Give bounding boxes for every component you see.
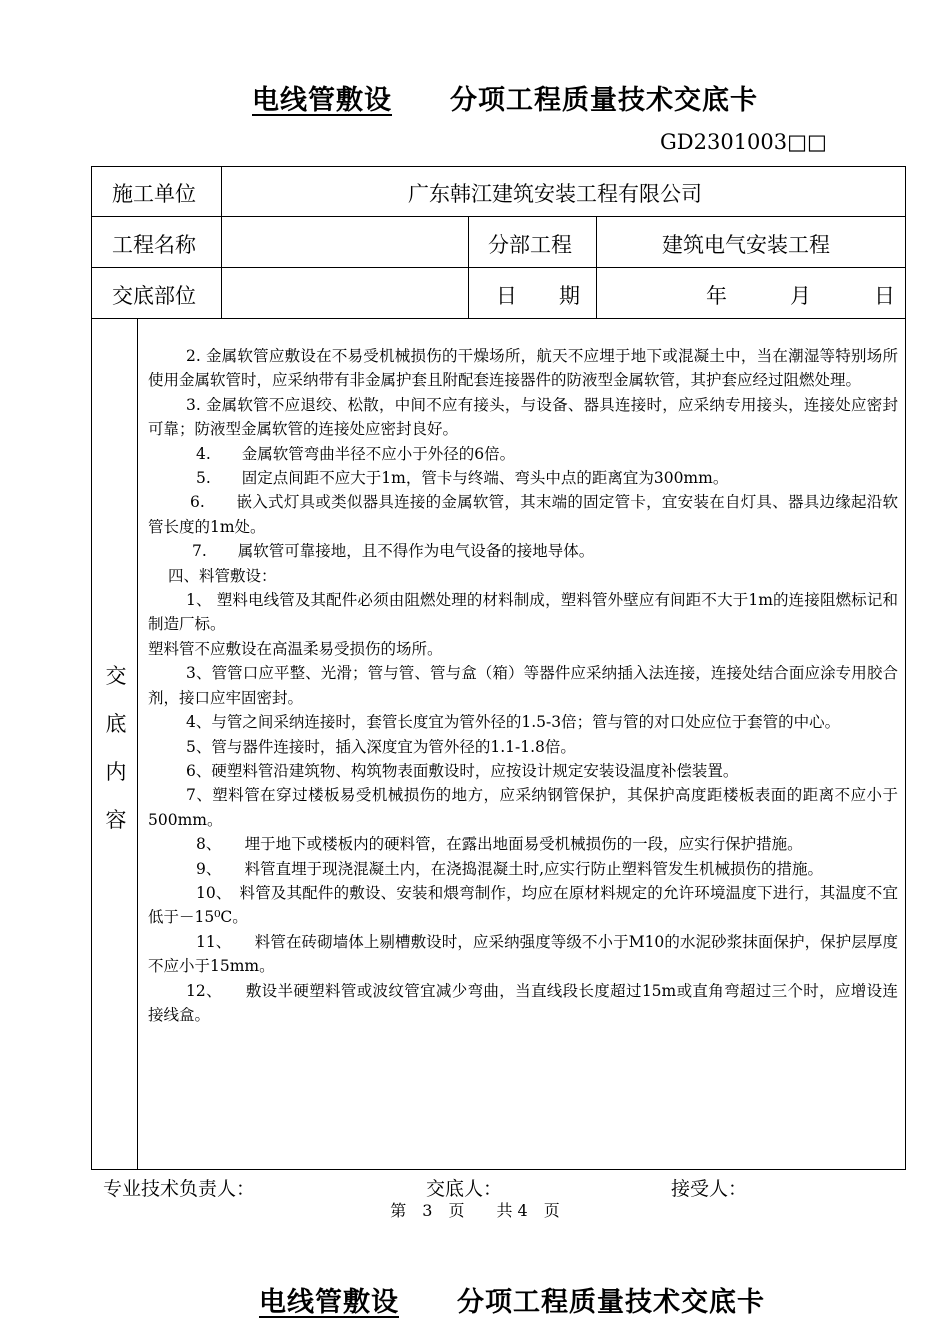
part-label: 交底部位 [112,284,196,308]
col-divider [596,216,597,318]
date-value: 年 月 日 [706,284,895,308]
unit-value: 广东韩江建筑安装工程有限公司 [408,182,702,206]
col-divider [468,216,469,318]
unit-label: 施工单位 [112,182,196,206]
content-paragraph: 3、管管口应平整、光滑；管与管、管与盒（箱）等器件应采纳插入法连接，连接处结合面应涂专用胶合剂，接口应牢固密封。 [148,664,898,707]
content-paragraph: 11、 料管在砖砌墙体上剔槽敷设时，应采纳强度等级不小于M10的水泥砂浆抹面保护，保护层厚度不应小于15mm。 [148,932,898,976]
content-paragraph: 5. 固定点间距不应大于1m，管卡与终端、弯头中点的距离宜为300mm。 [196,469,729,488]
row-divider [91,267,906,268]
date-label: 日 期 [496,284,580,308]
row-divider [91,216,906,217]
content-paragraph: 5、管与器件连接时，插入深度宜为管外径的1.1-1.8倍。 [186,737,576,756]
subproject-value: 建筑电气安装工程 [662,233,830,257]
content-paragraph: 四、料管敷设： [168,566,277,585]
content-paragraph: 4. 金属软管弯曲半径不应小于外径的6倍。 [196,444,516,463]
content-paragraph: 9、 料管直埋于现浇混凝土内，在浇捣混凝土时,应实行防止塑料管发生机械损伤的措施。 [196,859,824,878]
content-label-char: 底 [105,712,127,736]
document-code: GD2301003□□ [660,130,827,154]
content-paragraph: 6. 嵌入式灯具或类似器具连接的金属软管，其末端的固定管卡，宜安装在自灯具、器具边缘起沿软管长度的1m处。 [148,493,898,536]
next-title-subject: 电线管敷设 [259,1287,399,1318]
content-paragraph: 10、 料管及其配件的敷设、安装和煨弯制作，均应在原材料规定的允许环境温度下进行，其温度不宜低于－15⁰C。 [148,883,898,927]
content-paragraph: 4、与管之间采纳连接时，套管长度宜为管外径的1.5-3倍；管与管的对口处应位于套管的中心。 [186,713,841,732]
content-paragraph: 3. 金属软管不应退绞、松散，中间不应有接头，与设备、器具连接时，应采纳专用接头，连接处应密封可靠；防液型金属软管的连接处应密封良好。 [148,395,898,439]
content-paragraph: 12、 敷设半硬塑料管或波纹管宜减少弯曲，当直线段长度超过15m或直角弯超过三个时，应增设连接线盒。 [148,981,898,1024]
project-label: 工程名称 [112,233,196,257]
content-paragraph: 塑料管不应敷设在高温柔易受损伤的场所。 [148,639,443,658]
content-label [98,652,134,844]
page-number: 第 3 页 共 4 页 [390,1201,560,1220]
page-title [0,78,950,117]
title-subject: 电线管敷设 [252,85,392,116]
discloser-signature: 交底人： [426,1178,503,1200]
content-paragraph: 2. 金属软管应敷设在不易受机械损伤的干燥场所，航天不应埋于地下或混凝土中，当在潮湿等特别场所使用金属软管时，应采纳带有非金属护套且附配套连接器件的防液型金属软管，其护套应经过阻燃处理。 [148,347,898,390]
content-label-char: 交 [105,664,127,688]
content-paragraph: 6、硬塑料管沿建筑物、构筑物表面敷设时，应按设计规定安装设温度补偿装置。 [186,761,739,780]
title-suffix: 分项工程质量技术交底卡 [450,85,758,116]
col-divider [137,318,138,1170]
content-label-char: 内 [105,760,127,784]
next-title-suffix: 分项工程质量技术交底卡 [457,1287,765,1318]
content-paragraph: 8、 埋于地下或楼板内的硬料管，在露出地面易受机械损伤的一段，应实行保护措施。 [196,835,803,854]
content-paragraph: 1、 塑料电线管及其配件必须由阻燃处理的材料制成，塑料管外壁应有间距不大于1m的连接阻燃标记和制造厂标。 [148,591,898,634]
next-page-title [0,1280,950,1319]
content-label-char: 容 [105,808,127,832]
receiver-signature: 接受人： [671,1178,748,1200]
row-divider [91,318,906,319]
content-paragraph: 7、塑料管在穿过楼板易受机械损伤的地方，应采纳钢管保护，其保护高度距楼板表面的距离不应小于500mm。 [148,786,898,829]
content-paragraph: 7. 属软管可靠接地，且不得作为电气设备的接地导体。 [192,542,595,561]
tech-lead-signature: 专业技术负责人： [103,1178,256,1200]
subproject-label: 分部工程 [488,233,572,257]
col-divider [221,166,222,318]
disclosure-content [148,344,898,1027]
